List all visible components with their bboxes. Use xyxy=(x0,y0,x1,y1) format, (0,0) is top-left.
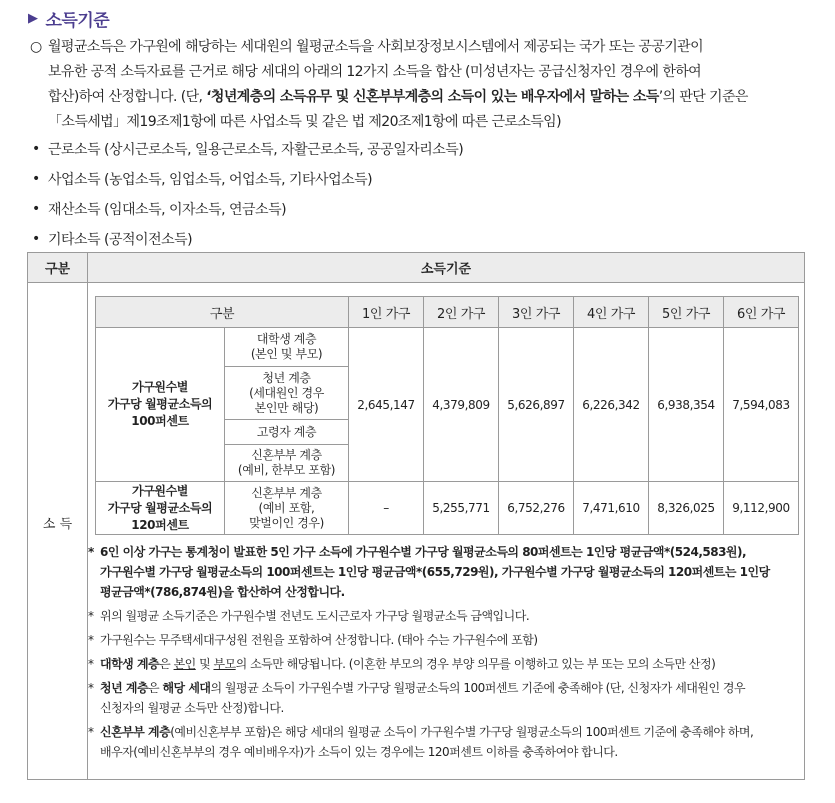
footnote-line: 가구원수는 무주택세대구성원 전원을 포함하여 산정합니다. (태아 수는 가구원수에 포함) xyxy=(100,633,538,647)
footnote-text: 의 소득만 해당됩니다. (이혼한 부모의 경우 부양 의무를 이행하고 있는 부 또는 모의 소득만 산정) xyxy=(235,657,716,671)
header-5-person: 5인 가구 xyxy=(649,297,724,328)
sub-label-line: 맞벌이인 경우) xyxy=(249,515,324,530)
footnote-university-students xyxy=(88,654,808,674)
header-category: 구분 xyxy=(44,262,71,277)
header-3-person: 3인 가구 xyxy=(499,297,574,328)
section-title xyxy=(28,5,109,31)
footnote-bold: 대학생 계층 xyxy=(100,657,160,671)
sub-label-line: (예비, 한부모 포함) xyxy=(237,463,336,477)
description-line-3-bold: ‘청년계층의 소득유무 및 신혼부부계층의 소득이 있는 배우자에서 말하는 소득 xyxy=(206,89,659,105)
footnote-line: 6인 이상 가구는 통계청이 발표한 5인 가구 소득에 가구원수별 가구당 월평균소득의 80퍼센트는 1인당 평균금액*(524,583원), xyxy=(100,545,747,559)
value-cell: 7,594,083 xyxy=(724,328,799,482)
sub-label-line: 본인만 해당) xyxy=(254,400,319,415)
footnote-text: 의 월평균 소득이 가구원수별 가구당 월평균소득의 100퍼센트 기준에 충족해야 (단, 신청자가 세대원인 경우 xyxy=(210,681,746,695)
group-label-line: 100퍼센트 xyxy=(131,414,189,428)
header-1-person: 1인 가구 xyxy=(349,297,424,328)
sub-label-line: 신혼부부 계층 xyxy=(251,485,322,500)
sub-category-elderly: 고령자 계층 xyxy=(225,420,349,445)
group-100-percent-label xyxy=(96,328,225,482)
footnote-line: 신청자의 월평균 소득만 산정)합니다. xyxy=(100,701,284,715)
footnote-text: (예비신혼부부 포함)은 해당 세대의 월평균 소득이 가구원수별 가구당 월평균소득의 100퍼센트 기준에 충족해야 하며, xyxy=(170,725,754,739)
footnote-bold: 청년 계층 xyxy=(100,681,149,695)
value-cell: 6,938,354 xyxy=(649,328,724,482)
section-title-text: 소득기준 xyxy=(45,10,110,31)
description-line-2: 보유한 공적 소득자료를 근거로 해당 세대의 아래의 12가지 소득을 합산 (미성년자는 공급신청자인 경우에 한하여 xyxy=(48,64,702,80)
list-item xyxy=(32,194,463,224)
value-cell: 2,645,147 xyxy=(349,328,424,482)
sub-category-youth xyxy=(225,367,349,420)
bullet-dot-icon: • xyxy=(32,141,40,157)
group-label-line: 가구당 월평균소득의 xyxy=(107,397,213,411)
table-row xyxy=(96,328,799,367)
footnote-newlywed xyxy=(88,722,808,762)
footnote-household-members xyxy=(88,630,808,650)
footnote-bold: 해당 세대 xyxy=(162,681,211,695)
footnote-bold: 신혼부부 계층 xyxy=(100,725,171,739)
footnote-text: 및 xyxy=(195,657,214,671)
header-4-person: 4인 가구 xyxy=(574,297,649,328)
header-category: 구분 xyxy=(96,297,349,328)
group-label-line: 가구원수별 xyxy=(132,380,188,394)
sub-label-line: (예비 포함, xyxy=(258,500,315,515)
description-line-3 xyxy=(30,85,820,110)
sub-label-line: 대학생 계층 xyxy=(256,332,317,346)
sub-category-newlywed-dual-income xyxy=(225,482,349,535)
description-line-3-post: ’의 판단 기준은 xyxy=(658,89,748,105)
value-cell: 6,752,276 xyxy=(499,482,574,535)
footnote-youth xyxy=(88,678,808,718)
value-cell: 6,226,342 xyxy=(574,328,649,482)
description-line-3-pre: 합산)하여 산정합니다. (단, xyxy=(48,89,207,105)
income-threshold-table xyxy=(95,296,799,535)
bullet-dot-icon: • xyxy=(32,171,40,187)
footnote-line xyxy=(100,722,808,742)
sub-label-line: 신혼부부 계층 xyxy=(251,448,322,462)
asterisk-icon: * xyxy=(88,657,94,671)
circle-bullet-icon: ○ xyxy=(30,39,42,55)
asterisk-icon: * xyxy=(88,725,94,739)
footnote-underline: 부모 xyxy=(213,657,236,671)
footnotes xyxy=(88,542,808,766)
sub-category-university xyxy=(225,328,349,367)
footnote-line: 가구원수별 가구당 월평균소득의 100퍼센트는 1인당 평균금액*(655,729원), 가구원수별 가구당 월평균소득의 120퍼센트는 1인당 xyxy=(100,565,770,579)
list-item xyxy=(32,164,463,194)
income-type-list xyxy=(32,134,463,254)
group-120-percent-label xyxy=(96,482,225,535)
income-type-label: 재산소득 (임대소득, 이자소득, 연금소득) xyxy=(48,202,287,218)
value-cell: – xyxy=(349,482,424,535)
table-row xyxy=(96,482,799,535)
row-label-income: 소 득 xyxy=(42,517,73,532)
footnote-underline: 본인 xyxy=(173,657,196,671)
table-header-row xyxy=(96,297,799,328)
asterisk-icon: * xyxy=(88,633,94,647)
footnote-line: 평균금액*(786,874원)을 합산하여 산정합니다. xyxy=(100,585,345,599)
description-line-1: 월평균소득은 가구원에 해당하는 세대원의 월평균소득을 사회보장정보시스템에서 제공되는 국가 또는 공공기관이 xyxy=(48,39,704,55)
footnote-six-plus-households xyxy=(88,542,808,602)
triangle-right-icon: ▶ xyxy=(28,10,38,26)
group-label-line: 120퍼센트 xyxy=(131,517,189,532)
sub-label-line: 청년 계층 xyxy=(262,370,311,385)
footnote-line xyxy=(100,678,808,698)
income-type-label: 사업소득 (농업소득, 임업소득, 어업소득, 기타사업소득) xyxy=(48,172,373,188)
asterisk-icon: * xyxy=(88,609,94,623)
header-6-person: 6인 가구 xyxy=(724,297,799,328)
bullet-dot-icon: • xyxy=(32,201,40,217)
bullet-dot-icon: • xyxy=(32,231,40,247)
footnote-line: 위의 월평균 소득기준은 가구원수별 전년도 도시근로자 가구당 월평균소득 금액입니다. xyxy=(100,609,530,623)
footnote-line: 배우자(예비신혼부부의 경우 예비배우자)가 소득이 있는 경우에는 120퍼센트 이하를 충족하여야 합니다. xyxy=(100,745,618,759)
list-item xyxy=(32,134,463,164)
footnote-criteria-basis xyxy=(88,606,808,626)
description-line-4: 「소득세법」제19조제1항에 따른 사업소득 및 같은 법 제20조제1항에 따른 근로소득임) xyxy=(48,114,561,130)
header-income-criteria: 소득기준 xyxy=(420,262,472,277)
value-cell: 7,471,610 xyxy=(574,482,649,535)
asterisk-icon: * xyxy=(88,545,94,559)
sub-label-line: (세대원인 경우 xyxy=(249,385,324,400)
footnote-line xyxy=(100,654,808,674)
income-type-label: 기타소득 (공적이전소득) xyxy=(48,232,193,248)
value-cell: 5,255,771 xyxy=(424,482,499,535)
income-type-label: 근로소득 (상시근로소득, 일용근로소득, 자활근로소득, 공공일자리소득) xyxy=(48,142,464,158)
footnote-text: 은 xyxy=(159,657,174,671)
header-2-person: 2인 가구 xyxy=(424,297,499,328)
value-cell: 8,326,025 xyxy=(649,482,724,535)
group-label-line: 가구원수별 xyxy=(132,483,188,498)
income-description xyxy=(30,35,820,135)
value-cell: 9,112,900 xyxy=(724,482,799,535)
value-cell: 4,379,809 xyxy=(424,328,499,482)
footnote-text: 은 xyxy=(148,681,163,695)
sub-label-line: (본인 및 부모) xyxy=(250,347,323,361)
list-item xyxy=(32,224,463,254)
value-cell: 5,626,897 xyxy=(499,328,574,482)
sub-category-newlywed xyxy=(225,445,349,482)
group-label-line: 가구당 월평균소득의 xyxy=(107,500,213,515)
asterisk-icon: * xyxy=(88,681,94,695)
